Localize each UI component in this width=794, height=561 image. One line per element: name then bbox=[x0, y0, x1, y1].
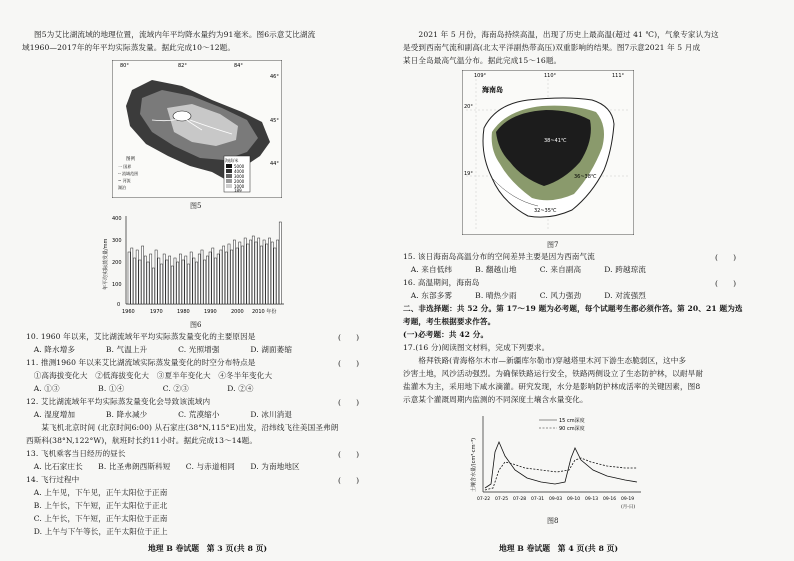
options-11: A. ①③ B. ①④ C. ②③ D. ②④ bbox=[26, 384, 254, 393]
fig7-island-label: 海南岛 bbox=[482, 86, 503, 94]
fig5-lon-0: 80° bbox=[120, 63, 129, 69]
fig8-xtick-2: 07-28 bbox=[513, 497, 527, 502]
fig7-band-2: 32~35℃ bbox=[534, 208, 557, 214]
fig8-xtick-1: 07-25 bbox=[495, 497, 509, 502]
fig8-xtick-7: 09-16 bbox=[603, 497, 617, 502]
right-page-footer: 地理 B 卷试题 第 4 页(共 8 页) bbox=[499, 544, 619, 553]
fig5-lon-2: 84° bbox=[234, 63, 243, 69]
left-intro-line-1: 图5为艾比湖流域的地理位置，流域内年平均降水量约为91毫米。图6示意艾比湖流 bbox=[34, 30, 316, 39]
option-14-a: A. 上午见，下午见，正午太阳位于正南 bbox=[26, 488, 168, 497]
material-17-line-4: 示意某个灌溉周期内监测的不同深度土壤含水量变化。 bbox=[403, 395, 588, 404]
fig5-lat-0: 46° bbox=[270, 74, 279, 80]
statements-11: ①高海拔变化大 ②低海拔变化大 ③夏半年变化大 ④冬半年变化大 bbox=[26, 371, 273, 380]
fig6-caption: 图6 bbox=[190, 321, 202, 329]
answer-blank-15[interactable]: ( ) bbox=[715, 253, 737, 262]
option-14-b: B. 上午长，下午短，正午太阳位于正北 bbox=[26, 501, 168, 510]
fig5-elev-title: 海拔/米 bbox=[225, 158, 239, 163]
fig5-elev-2: 4000 bbox=[234, 169, 245, 174]
fig7-lon-2: 111° bbox=[612, 73, 625, 79]
fig8-xlabel: (月-日) bbox=[621, 505, 636, 510]
question-10: 10. 1960 年以来，艾比湖流域年平均实际蒸发量变化的主要原因是 bbox=[26, 332, 256, 341]
fig7-band-0: 38~41℃ bbox=[544, 138, 567, 144]
right-intro-line-2: 是受到西南气流和副高(北太平洋副热带高压)双重影响的结果。图7示意2021 年 5 月成 bbox=[403, 43, 701, 52]
fig5-legend-title: 图例 bbox=[126, 157, 135, 162]
fig5-elev-5: 1000 bbox=[234, 184, 245, 189]
question-15: 15. 该日海南岛高温分布的空间差异主要是因为西南气流 bbox=[403, 252, 595, 261]
fig6-ytick-3: 100 bbox=[112, 282, 122, 288]
material-17-line-2: 沙害土地，风沙活动强烈。为确保铁路运行安全，铁路两侧设立了生态防护林，以耐旱耐 bbox=[403, 369, 704, 378]
fig6-xtick-2: 1980 bbox=[177, 309, 190, 315]
fig6-xtick-4: 2000 bbox=[231, 309, 244, 315]
fig5-legend-2: ~ 河流 bbox=[118, 178, 131, 183]
section-two-line-1: 二、非选择题：共 52 分。第 17～19 题为必考题，每个试题考生都必须作答。第 20、21 题为选 bbox=[403, 304, 743, 313]
answer-blank-10[interactable]: ( ) bbox=[338, 333, 360, 342]
option-14-d: D. 上午与下午等长，正午太阳位于正上 bbox=[26, 527, 168, 536]
right-intro-line-3: 某日全岛最高气温分布。据此完成15～16题。 bbox=[403, 56, 562, 65]
fig5-elev-4: 2000 bbox=[234, 179, 245, 184]
left-page-footer: 地理 B 卷试题 第 3 页(共 8 页) bbox=[148, 544, 268, 553]
right-page bbox=[397, 0, 794, 561]
answer-blank-16[interactable]: ( ) bbox=[715, 279, 737, 288]
question-12: 12. 艾比湖流域年平均实际蒸发量变化会导致该流域内 bbox=[26, 397, 211, 406]
fig7-lon-1: 110° bbox=[544, 73, 557, 79]
material-17-line-1: 格拜铁路(青海格尔木市—新疆库尔勒市)穿越塔里木河下游生态脆弱区，这中多 bbox=[403, 356, 687, 365]
question-11: 11. 推测1960 年以来艾比湖流域实际蒸发量变化的时空分布特点是 bbox=[26, 358, 256, 367]
fig8-ylabel: 土壤含水量/(cm³·cm⁻³) bbox=[471, 437, 477, 492]
options-12: A. 湿度增加 B. 降水减少 C. 荒漠缩小 D. 冰川消退 bbox=[26, 410, 293, 419]
fig6-chart bbox=[100, 210, 290, 318]
fig6-xtick-3: 1990 bbox=[204, 309, 217, 315]
fig6-ytick-4: 0 bbox=[117, 302, 121, 308]
options-10: A. 降水增多 B. 气温上升 C. 光照增强 D. 湖面萎缩 bbox=[26, 345, 293, 354]
answer-blank-12[interactable]: ( ) bbox=[338, 398, 360, 407]
fig6-ylabel: 年平均实际蒸发量/mm bbox=[103, 238, 109, 290]
fig6-ytick-0: 400 bbox=[112, 216, 122, 222]
options-13: A. 比石家庄长 B. 比圣弗朗西斯科短 C. 与赤道相同 D. 为南地地区 bbox=[26, 462, 300, 471]
fig5-lat-2: 44° bbox=[270, 161, 279, 167]
fig7-band-1: 36~38℃ bbox=[574, 174, 597, 180]
fig5-lon-1: 82° bbox=[178, 63, 187, 69]
fig5-legend-1: -- 流域范围 bbox=[118, 171, 139, 176]
material-13-14-line-1: 某飞机北京时间 (北京时间6:00) 从石家庄(38°N,115°E)出发，沿纬线飞往美国圣弗朗 bbox=[26, 423, 339, 432]
fig5-lat-1: 45° bbox=[270, 118, 279, 124]
fig5-legend-0: 一 国界 bbox=[118, 164, 132, 169]
answer-blank-11[interactable]: ( ) bbox=[338, 359, 360, 368]
answer-blank-13[interactable]: ( ) bbox=[338, 450, 360, 459]
fig5-legend-3: 湖泊 bbox=[118, 185, 126, 190]
left-intro-line-2: 域1960—2017年的年平均实际蒸发量。据此完成10～12题。 bbox=[22, 43, 236, 52]
fig8-chart bbox=[465, 408, 645, 512]
fig6-xtick-1: 1970 bbox=[150, 309, 163, 315]
fig6-xtick-5: 2010 年份 bbox=[252, 309, 277, 315]
fig7-lon-0: 109° bbox=[474, 73, 487, 79]
fig8-legend-1: 90 cm深度 bbox=[559, 426, 585, 432]
fig5-elev-1: 5000 bbox=[234, 164, 245, 169]
options-16: A. 东部多雾 B. 晴热少雨 C. 风力强劲 D. 对流强烈 bbox=[403, 291, 646, 300]
section-required-title: (一)必考题：共 42 分。 bbox=[403, 330, 489, 339]
fig6-ytick-1: 300 bbox=[112, 238, 122, 244]
fig8-xtick-5: 09-10 bbox=[567, 497, 581, 502]
question-13: 13. 飞机乘客当日经历的昼长 bbox=[26, 449, 126, 458]
fig8-caption: 图8 bbox=[547, 517, 559, 525]
fig5-caption: 图5 bbox=[190, 202, 202, 210]
fig7-lat-0: 20° bbox=[464, 104, 473, 110]
question-14: 14. 飞行过程中 bbox=[26, 475, 80, 484]
answer-blank-14[interactable]: ( ) bbox=[338, 476, 360, 485]
fig8-line-90cm bbox=[485, 458, 637, 490]
fig6-ytick-2: 200 bbox=[112, 260, 122, 266]
fig5-elev-6: 189 bbox=[234, 188, 242, 193]
fig8-xtick-6: 09-13 bbox=[585, 497, 599, 502]
fig8-legend-0: 15 cm深度 bbox=[559, 418, 585, 424]
fig7-caption: 图7 bbox=[547, 241, 559, 249]
fig6-xtick-0: 1960 bbox=[122, 309, 135, 315]
fig7-map bbox=[462, 70, 634, 235]
fig8-xtick-8: 09-19 bbox=[621, 497, 635, 502]
fig5-map bbox=[112, 60, 282, 198]
fig8-xtick-4: 09-03 bbox=[549, 497, 563, 502]
fig8-xtick-3: 07-31 bbox=[531, 497, 545, 502]
fig8-line-15cm bbox=[485, 442, 637, 488]
question-17: 17.(16 分)阅读图文材料，完成下列要求。 bbox=[403, 343, 550, 352]
material-13-14-line-2: 西斯科(38°N,122°W)，航班时长约11小时。据此完成13～14题。 bbox=[26, 436, 258, 445]
options-15: A. 来自低纬 B. 翻越山地 C. 来自副高 D. 跨越琼流 bbox=[403, 265, 646, 274]
option-14-c: C. 上午长，下午短，正午太阳位于正南 bbox=[26, 514, 168, 523]
right-intro-line-1: 2021 年 5 月份，海南岛持续高温，出现了历史上最高温(超过 41 ℃)，气象专家认为这 bbox=[403, 30, 719, 39]
fig6-bars bbox=[128, 222, 281, 304]
fig5-elev-3: 3000 bbox=[234, 174, 245, 179]
fig8-xtick-0: 07-22 bbox=[477, 497, 491, 502]
fig7-lat-1: 19° bbox=[464, 171, 473, 177]
question-16: 16. 高温期间，海南岛 bbox=[403, 278, 480, 287]
section-two-line-2: 考题，考生根据要求作答。 bbox=[403, 317, 496, 326]
material-17-line-3: 盐灌木为主，采用地下咸水滴灌。研究发现，水分是影响防护林成活率的关键因素，图8 bbox=[403, 382, 701, 391]
